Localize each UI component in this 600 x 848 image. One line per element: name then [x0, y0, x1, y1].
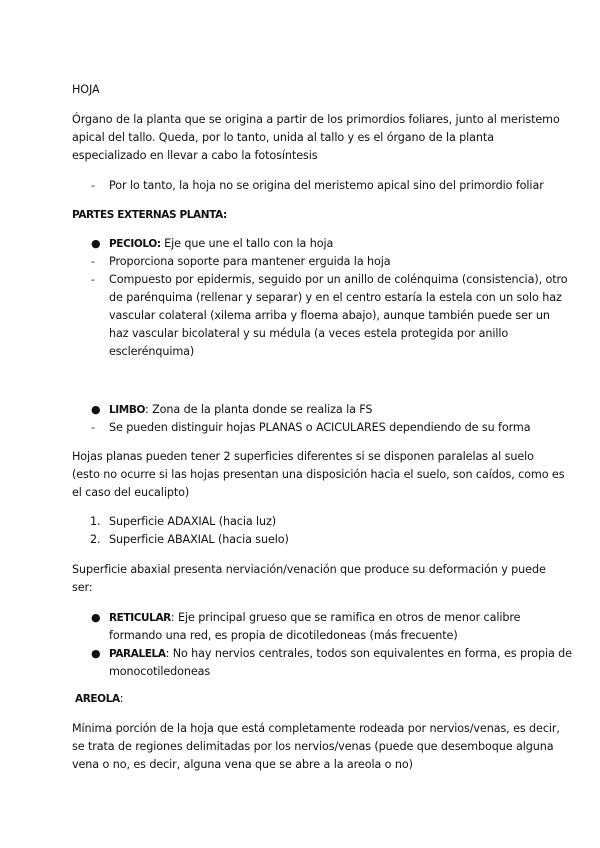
bullet-marker: ●	[91, 403, 101, 416]
areola-line-1: Mínima porción de la hoja que está completamente rodeada por nervios/venas, es decir,	[72, 722, 560, 735]
paralela-line-2: monocotiledoneas	[109, 665, 211, 678]
peciolo-label: PECIOLO:	[109, 238, 161, 250]
bullet-marker: ●	[91, 647, 101, 660]
page-title: HOJA	[72, 83, 100, 96]
dash-marker: -	[91, 179, 95, 192]
limbo-label: LIMBO	[109, 404, 145, 416]
areola-line-3: vena o no, es decir, alguna vena que se abre a la areola o no)	[72, 758, 413, 771]
reticular-label: RETICULAR	[109, 612, 171, 624]
numbered-item-2: Superficie ABAXIAL (hacia suelo)	[109, 533, 289, 546]
planas-line-1: Hojas planas pueden tener 2 superficies diferentes si se disponen paralelas al suelo	[72, 450, 534, 463]
peciolo-dash-1: Proporciona soporte para mantener erguida la hoja	[109, 255, 391, 268]
peciolo-dash-2-line-1: Compuesto por epidermis, seguido por un anillo de colénquima (consistencia), otro	[109, 273, 568, 286]
reticular-item	[109, 610, 520, 626]
areola-colon: :	[119, 692, 124, 705]
peciolo-dash-2-line-3: vascular colateral (xilema arriba y floema abajo), aunque también puede ser un	[109, 309, 550, 322]
paralela-text: : No hay nervios centrales, todos son equivalentes en forma, es propia de	[165, 647, 572, 660]
reticular-text: : Eje principal grueso que se ramifica en otros de menor calibre	[170, 611, 521, 624]
peciolo-item	[109, 236, 333, 252]
intro-line-2: apical del tallo. Queda, por lo tanto, unida al tallo y es el órgano de la planta	[72, 131, 494, 144]
dash-marker: -	[91, 421, 95, 434]
peciolo-text: Eje que une el tallo con la hoja	[160, 237, 334, 250]
peciolo-dash-2-line-2: de parénquima (rellenar y separar) y en el centro estaría la estela con un solo haz	[109, 291, 562, 304]
numbered-item-1: Superficie ADAXIAL (hacia luz)	[109, 515, 277, 528]
abaxial-line-1: Superficie abaxial presenta nerviación/venación que produce su deformación y puede	[72, 563, 546, 576]
intro-dash-text: Por lo tanto, la hoja no se origina del meristemo apical sino del primordio foliar	[109, 179, 544, 192]
dash-marker: -	[91, 255, 95, 268]
planas-line-3: el caso del eucalipto)	[72, 486, 190, 499]
peciolo-dash-2-line-5: esclerénquima)	[109, 345, 195, 358]
limbo-item	[109, 402, 372, 418]
dash-marker: -	[91, 273, 95, 286]
paralela-item	[109, 646, 572, 662]
numbered-marker-2: 2.	[90, 533, 101, 546]
areola-heading	[75, 691, 123, 707]
bullet-marker: ●	[91, 611, 101, 624]
numbered-marker-1: 1.	[90, 515, 101, 528]
intro-line-3: especializado en llevar a cabo la fotosíntesis	[72, 149, 318, 162]
reticular-line-2: formando una red, es propia de dicotiledoneas (más frecuente)	[109, 629, 458, 642]
areola-label: AREOLA	[75, 693, 120, 705]
paralela-label: PARALELA	[109, 648, 166, 660]
limbo-dash: Se pueden distinguir hojas PLANAS o ACICULARES dependiendo de su forma	[109, 421, 531, 434]
peciolo-dash-2-line-4: haz vascular bicolateral y su médula (a veces estela protegida por anillo	[109, 327, 509, 340]
limbo-text: : Zona de la planta donde se realiza la FS	[144, 403, 373, 416]
bullet-marker: ●	[91, 237, 101, 250]
planas-line-2: (esto no ocurre si las hojas presentan una disposición hacia el suelo, son caídos, como es	[72, 468, 565, 481]
section-heading-externas: PARTES EXTERNAS PLANTA:	[72, 209, 227, 221]
intro-line-1: Órgano de la planta que se origina a partir de los primordios foliares, junto al meristemo	[72, 113, 560, 126]
areola-line-2: se trata de regiones delimitadas por los nervios/venas (puede que desemboque alguna	[72, 740, 554, 753]
abaxial-line-2: ser:	[72, 581, 93, 594]
